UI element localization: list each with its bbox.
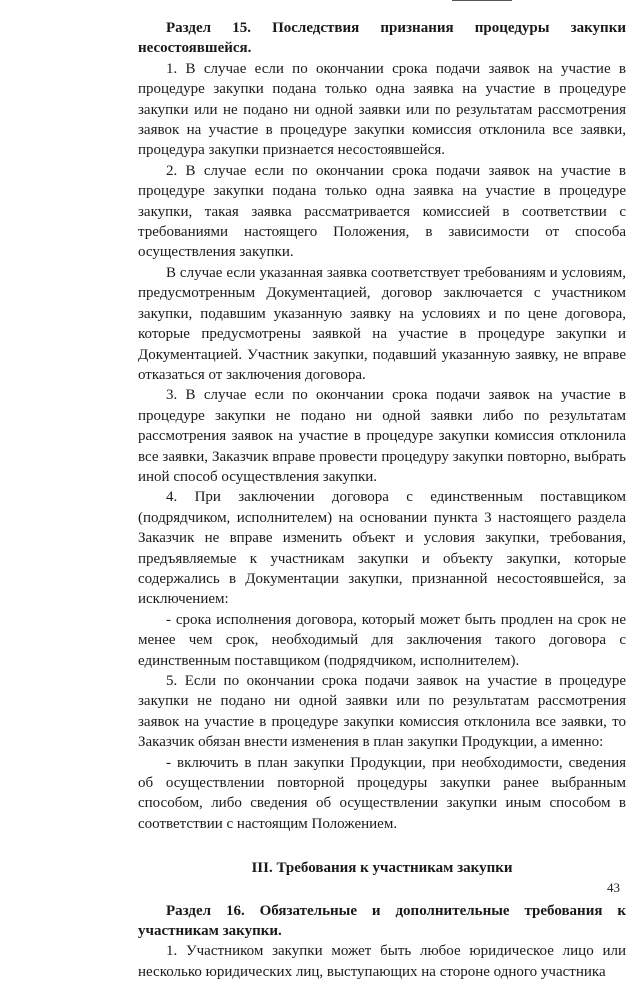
part-3-heading: III. Требования к участникам закупки — [251, 860, 513, 877]
section-15-paragraph-4: 3. В случае если по окончании срока подачи заявок на участие в процедуре закупки не подано ни одной заявки либо по результатам рассмотрения заявок на участие в процедуре закупки комиссия отклонила все заявки, Заказчик вправе провести процедуру закупки повторно, выбрать иной способ осуществления закупки. — [138, 387, 626, 485]
section-15-heading: Раздел 15. Последствия признания процедуры закупки несостоявшейся. — [138, 20, 626, 57]
section-15-paragraph-3: В случае если указанная заявка соответствует требованиям и условиям, предусмотренным Документацией, договор заключается с участником закупки, подавшим указанную заявку на условиях и по цене договора, которые предусмотрены заявкой на участие в процедуре закупки и Документацией. Участник закупки, подавший указанную заявку, не вправе отказаться от заключения договора. — [138, 264, 626, 383]
section-15-paragraph-1: 1. В случае если по окончании срока подачи заявок на участие в процедуре закупки подана только одна заявка на участие в процедуре закупки или не подано ни одной заявки или по результатам рассмотрения заявок на участие в процедуре закупки комиссия отклонила все заявки, процедура закупки признается несостоявшейся. — [138, 60, 626, 159]
section-15-paragraph-8: - включить в план закупки Продукции, при необходимости, сведения об осуществлении повторной процедуры закупки ранее выбранным способом, либо сведения об осуществлении закупки иным способом в соответствии с настоящим Положением. — [138, 754, 626, 832]
section-15-paragraph-7: 5. Если по окончании срока подачи заявок на участие в процедуре закупки не подано ни одной заявки или по результатам рассмотрения заявок на участие в процедуре закупки комиссия отклонила все заявки, то Заказчик обязан внести изменения в план закупки Продукции, а именно: — [138, 673, 626, 751]
section-16-heading: Раздел 16. Обязательные и дополнительные требования к участникам закупки. — [138, 902, 626, 940]
scan-edge-line — [452, 0, 512, 1]
section-15-paragraph-2: 2. В случае если по окончании срока подачи заявок на участие в процедуре закупки подана только одна заявка на участие в процедуре закупки, такая заявка рассматривается комиссией в соответствии с требованиями настоящего Положения, в зависимости от способа осуществления закупки. — [138, 162, 626, 261]
page-number: 43 — [607, 880, 620, 895]
section-15-paragraph-6: - срока исполнения договора, который может быть продлен на срок не менее чем срок, необходимый для заключения такого договора с единственным поставщиком (подрядчиком, исполнителем). — [138, 611, 626, 669]
section-15-paragraph-5: 4. При заключении договора с единственным поставщиком (подрядчиком, исполнителем) на основании пункта 3 настоящего раздела Заказчик не вправе изменить объект и условия закупки, требования, предъявляемые к участникам закупки и объекту закупки, которые содержались в Документации закупки, признанной несостоявшейся, за исключением: — [138, 489, 626, 608]
section-16-paragraph-1: 1. Участником закупки может быть любое юридическое лицо или несколько юридических лиц, выступающих на стороне одного участника — [138, 943, 626, 980]
